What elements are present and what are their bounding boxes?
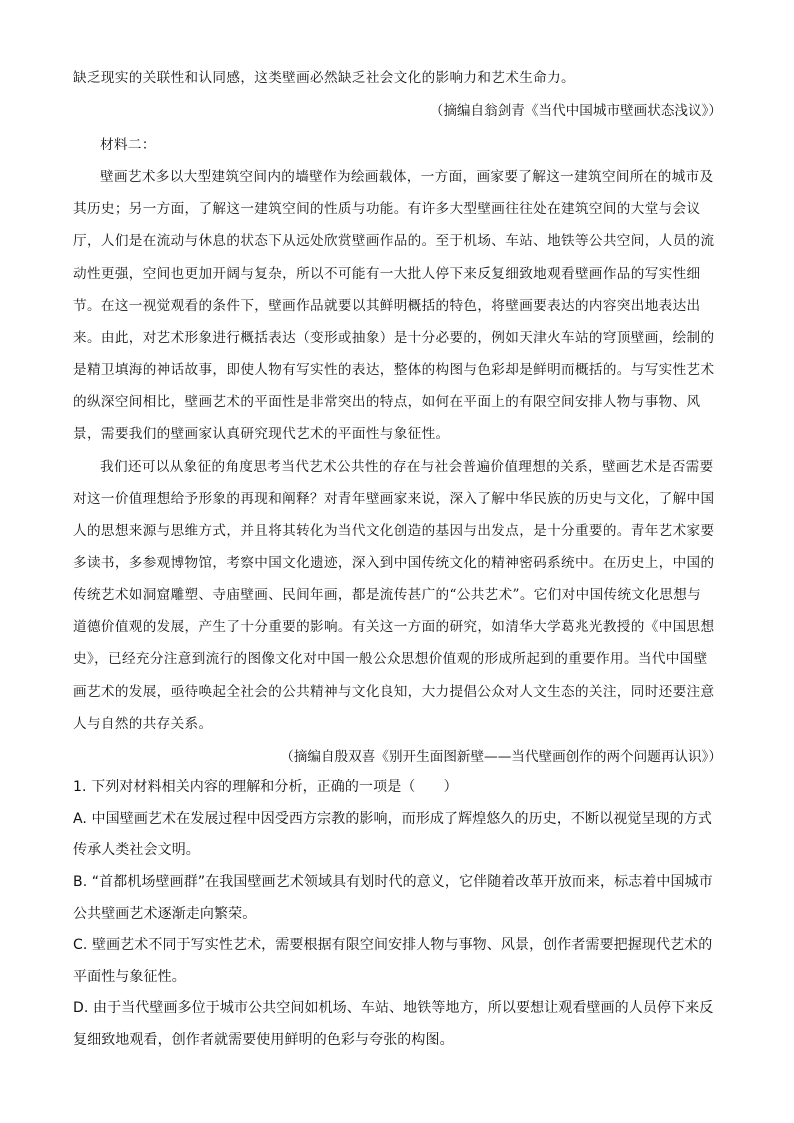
source-citation-2: （摘编自殷双喜《别开生面图新壁——当代壁画创作的两个问题再认识》） — [280, 749, 722, 765]
paragraph-line: 厅，人们是在流动与休息的状态下从远处欣赏壁画作品的。至于机场、车站、地铁等公共空间，人员的流 — [73, 233, 715, 249]
paragraph-line: 节。在这一视觉观看的条件下，壁画作品就要以其鲜明概括的特色，将壁画要表达的内容突出地表达出 — [73, 298, 701, 314]
paragraph-line: 的纵深空间相比，壁画艺术的平面性是非常突出的特点，如何在平面上的有限空间安排人物与事物、风 — [73, 394, 701, 410]
paragraph-line: 景，需要我们的壁画家认真研究现代艺术的平面性与象征性。 — [73, 426, 450, 442]
paragraph-line: 史》，已经充分注意到流行的图像文化对中国一般公众思想价值观的形成所起到的重要作用。当代中国壁 — [73, 651, 708, 667]
paragraph-line: 画艺术的发展，亟待唤起全社会的公共精神与文化良知，大力提倡公众对人文生态的关注，同时还要注意 — [73, 684, 715, 700]
paragraph-line: 来。由此，对艺术形象进行概括表达（变形或抽象）是十分必要的，例如天津火车站的穹顶壁画，绘制的 — [73, 330, 715, 346]
paragraph-line: 其历史；另一方面，了解这一建筑空间的性质与功能。有许多大型壁画往往处在建筑空间的大堂与会议 — [73, 201, 701, 217]
paragraph-line: 对这一价值理想给予形象的再现和阐释？对青年壁画家来说，深入了解中华民族的历史与文化，了解中国 — [73, 491, 715, 507]
material2-heading: 材料二： — [100, 137, 156, 153]
source-citation-1: （摘编自翁剑青《当代中国城市壁画状态浅议》） — [429, 103, 722, 119]
paragraph-line: 道德价值观的发展，产生了十分重要的影响。有关这一方面的研究，如清华大学葛兆光教授的《中国思想 — [73, 619, 715, 635]
option-line: 复细致地观看，创作者就需要使用鲜明的色彩与夸张的构图。 — [73, 1032, 454, 1048]
paragraph-line: 我们还可以从象征的角度思考当代艺术公共性的存在与社会普遍价值理想的关系，壁画艺术是否需要 — [100, 459, 714, 475]
paragraph-line: 动性更强，空间也更加开阔与复杂，所以不可能有一大批人停下来反复细致地观看壁画作品的写实性细 — [73, 266, 701, 282]
option-line: C. 壁画艺术不同于写实性艺术，需要根据有限空间安排人物与事物、风景，创作者需要把握现代艺术的 — [73, 937, 713, 953]
option-line: B. “首都机场壁画群”在我国壁画艺术领域具有划时代的意义，它伴随着改革开放而来，标志着中国城市 — [73, 874, 713, 890]
option-line: 传承人类社会文明。 — [73, 842, 200, 858]
option-line: 公共壁画艺术逐渐走向繁荣。 — [73, 906, 257, 922]
paragraph-line: 人的思想来源与思维方式，并且将其转化为当代文化创造的基因与出发点，是十分重要的。青年艺术家要 — [73, 523, 715, 539]
material1-tail: 缺乏现实的关联性和认同感，这类壁画必然缺乏社会文化的影响力和艺术生命力。 — [73, 70, 575, 86]
paragraph-line: 壁画艺术多以大型建筑空间内的墙壁作为绘画载体，一方面，画家要了解这一建筑空间所在的城市及 — [100, 169, 714, 185]
paragraph-line: 多读书，多参观博物馆，考察中国文化遗迹，深入到中国传统文化的精神密码系统中。在历史上，中国的 — [73, 555, 715, 571]
question-stem: 1. 下列对材料相关内容的理解和分析，正确的一项是（ ） — [73, 779, 458, 795]
option-line: D. 由于当代壁画多位于城市公共空间如机场、车站、地铁等地方，所以要想让观看壁画的人员停下来反 — [73, 1000, 714, 1016]
option-line: 平面性与象征性。 — [73, 969, 186, 985]
paragraph-line: 是精卫填海的神话故事，即使人物有写实性的表达，整体的构图与色彩却是鲜明而概括的。与写实性艺术 — [73, 362, 715, 378]
option-line: A. 中国壁画艺术在发展过程中因受西方宗教的影响，而形成了辉煌悠久的历史，不断以视觉呈现的方式 — [73, 811, 712, 827]
paragraph-line: 传统艺术如洞窟雕塑、寺庙壁画、民间年画，都是流传甚广的“公共艺术”。它们对中国传统文化思想与 — [73, 587, 702, 603]
paragraph-line: 人与自然的共存关系。 — [73, 716, 213, 732]
